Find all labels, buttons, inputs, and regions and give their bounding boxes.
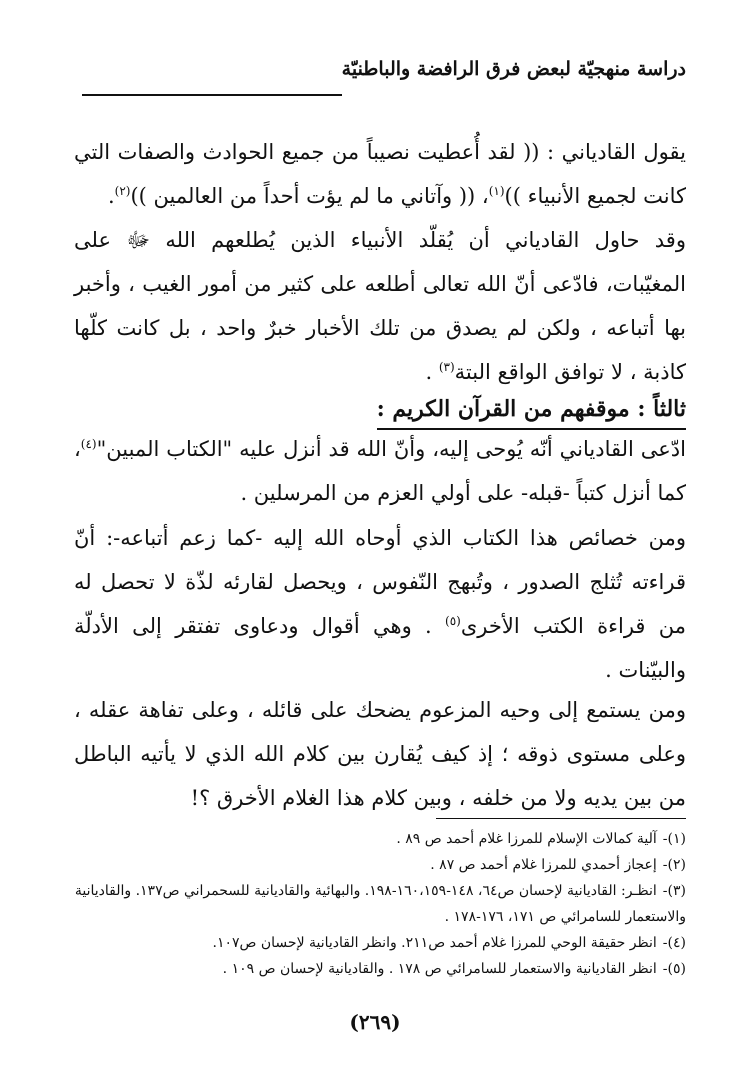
paragraph-4 <box>74 516 686 692</box>
paragraph-5: ومن يستمع إلى وحيه المزعوم يضحك على قائله ، وعلى تفاهة عقله ، وعلى مستوى ذوقه ؛ إذ كيف يُقارن بين كلام الله الذي لا يأتيه الباطل من بين يديه ولا من خلفه ، وبين كلام هذا الغلام الأخرق ؟! <box>74 698 686 810</box>
footnote-text: انظر حقيقة الوحي للمرزا غلام أحمد ص٢١١. وانظر القاديانية لإحسان ص١٠٧. <box>212 935 657 951</box>
paragraph-3 <box>74 427 686 515</box>
footnote-separator <box>436 818 686 819</box>
paragraph-1 <box>74 130 686 218</box>
paragraph-2-end: . <box>425 360 439 384</box>
footnote-number: (١)- <box>662 831 686 847</box>
footnote-text: آلية كمالات الإسلام للمرزا غلام أحمد ص ٨٩ . <box>396 831 657 847</box>
paragraph-3-end: ، كما أنزل كتباً -قبله- على أولي العزم من المرسلين . <box>74 437 686 505</box>
footnote-item <box>74 878 686 930</box>
footnote-ref-4[interactable]: (٤) <box>80 437 97 451</box>
paragraph-3-text: ادّعى القادياني أنّه يُوحى إليه، وأنّ الله قد أنزل عليه "الكتاب المبين" <box>96 437 686 461</box>
section-heading: ثالثاً : موقفهم من القرآن الكريم : <box>377 392 686 430</box>
paragraph-2-text: وقد حاول القادياني أن يُقلّد الأنبياء الذين يُطلعهم الله ﷻ على المغيّبات، فادّعى أنّ الله تعالى أطلعه على كثير من أمور الغيب ، وأخبر بها أتباعه ، ولكن لم يصدق من تلك الأخبار خبرٌ واحد ، بل كانت كلّها كاذبة ، لا توافق الواقع البتة <box>74 228 686 384</box>
page-number: (٢٦٩) <box>349 1010 401 1034</box>
footnote-text: انظر القاديانية والاستعمار للسامرائي ص ١٧٨ . والقاديانية لإحسان ص ١٠٩ . <box>222 961 657 977</box>
footnote-item <box>74 826 686 852</box>
footnote-text: إعجاز أحمدي للمرزا غلام أحمد ص ٨٧ . <box>430 857 657 873</box>
footnote-number: (٢)- <box>662 857 686 873</box>
footnote-ref-2[interactable]: (٢) <box>114 184 131 198</box>
footnote-item <box>74 930 686 956</box>
footnote-item <box>74 956 686 982</box>
footnote-ref-5[interactable]: (٥) <box>445 614 461 628</box>
footnote-number: (٤)- <box>662 935 686 951</box>
paragraph-1-text: يقول القادياني : (( لقد أُعطيت نصيباً من جميع الحوادث والصفات التي كانت لجميع الأنبياء )) <box>74 140 686 208</box>
footnote-ref-1[interactable]: (١) <box>488 184 505 198</box>
footnote-text: انظـر: القاديانية لإحسان ص٦٤، ١٤٨-١٦٠،١٥٩-١٩٨. والبهائية والقاديانية للسحمراني ص١٣٧. والقاديانية والاستعمار للسامرائي ص ١٧١، ١٧٦-١٧٨ . <box>74 883 686 925</box>
footnote-item <box>74 852 686 878</box>
paragraph-2 <box>74 218 686 394</box>
paragraph-1-end: . <box>107 184 115 208</box>
paragraph-1-mid: ، (( وآتاني ما لم يؤت أحداً من العالمين )) <box>130 184 489 208</box>
paragraph-4-text: ومن خصائص هذا الكتاب الذي أوحاه الله إليه -كما زعم أتباعه-: أنّ قراءته تُثلج الصدور ، وتُبهج النّفوس ، ويحصل لقارئه لذّة لا تحصل له من قراءة الكتب الأخرى <box>74 526 686 638</box>
paragraph-4-end: . وهي أقوال ودعاوى تفتقر إلى الأدلّة والبيّنات . <box>74 614 686 682</box>
footnote-number: (٥)- <box>662 961 686 977</box>
running-header-title: دراسة منهجيّة لبعض فرق الرافضة والباطنيّة <box>341 58 686 80</box>
footnote-ref-3[interactable]: (٣) <box>438 360 455 374</box>
footnotes-list <box>74 826 686 982</box>
header-rule <box>82 94 342 96</box>
footnote-number: (٣)- <box>662 883 686 899</box>
